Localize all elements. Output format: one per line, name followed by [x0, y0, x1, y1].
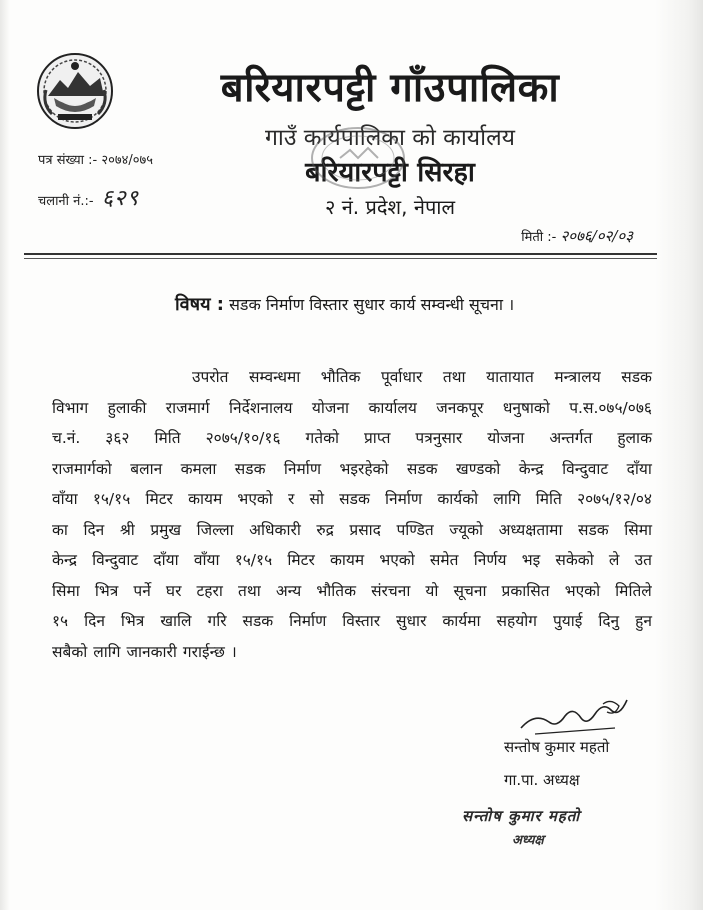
- signatory-title: गा.पा. अध्यक्ष: [504, 771, 580, 789]
- municipality-title: बरियारपट्टी गाँउपालिका: [220, 65, 560, 111]
- dispatch-number: [38, 182, 139, 212]
- body-line: राजमार्गको बलान कमला सडक निर्माण भइरहेको सडक खण्डको केन्द्र विन्दुवाट दाँया: [52, 459, 652, 478]
- dispatch-number-value: ६२९: [101, 186, 140, 211]
- seal-name-stamp: सन्तोष कुमार महतो: [462, 807, 581, 825]
- body-line: सबैको लागि जानकारी गराईन्छ ।: [52, 642, 237, 661]
- seal-title-stamp: अध्यक्ष: [512, 833, 544, 848]
- body-line: केन्द्र विन्दुवाट दाँया वाँया १५/१५ मिटर कायम भएको समेत निर्णय भइ सकेको ले उत: [52, 551, 652, 569]
- subject-label: विषय :: [175, 294, 224, 315]
- date-label: मिती :-: [521, 230, 557, 245]
- body-line: वाँया १५/१५ मिटर कायम भएको र सो सडक निर्माण कार्यको लागि मिति २०७५/१२/०४: [52, 490, 652, 508]
- dispatch-number-label: चलानी नं.:-: [38, 194, 94, 209]
- body-line: च.नं. ३६२ मिति २०७५/१०/१६ गतेको प्राप्त पत्रनुसार योजना अन्तर्गत हुलाक: [52, 429, 652, 447]
- office-stamp-icon: [300, 118, 410, 198]
- nepal-emblem-icon: [34, 50, 116, 132]
- notice-body: [52, 362, 652, 667]
- handwritten-signature: [515, 694, 635, 738]
- body-line: उपरोत सम्वन्धमा भौतिक पूर्वाधार तथा यातायात मन्त्रालय सडक: [192, 368, 652, 386]
- subject-line: [175, 292, 514, 316]
- body-line: १५ दिन भित्र खालि गरि सडक निर्माण विस्तार सुधार कार्यमा सहयोग पुयाई दिनु हुन: [52, 612, 652, 630]
- letter-date: [521, 226, 633, 246]
- office-location: बरियारपट्टी सिरहा: [305, 157, 475, 188]
- letter-number-value: २०७४/०७५: [101, 153, 154, 168]
- signatory-name: सन्तोष कुमार महतो: [504, 738, 610, 756]
- subject-text: सडक निर्माण विस्तार सुधार कार्य सम्वन्धी सूचना ।: [229, 295, 515, 314]
- scan-edge-left: [0, 0, 10, 910]
- header-divider: [24, 253, 657, 255]
- letter-number-label: पत्र संख्या :-: [38, 153, 98, 168]
- province-address: २ नं. प्रदेश, नेपाल: [324, 195, 456, 219]
- office-subtitle: गाउँ कार्यपालिका को कार्यालय: [264, 125, 516, 151]
- header-divider-secondary: [24, 258, 657, 259]
- body-line: सिमा भित्र पर्ने घर टहरा तथा अन्य भौतिक संरचना यो सूचना प्रकासित भएको मितिले: [52, 581, 652, 600]
- letter-number: [38, 150, 153, 168]
- date-value: २०७६/०२/०३: [560, 227, 633, 245]
- body-line: का दिन श्री प्रमुख जिल्ला अधिकारी रुद्र प्रसाद पण्डित ज्यूको अध्यक्षतामा सडक सिमा: [52, 520, 652, 539]
- scan-edge-right: [655, 0, 703, 910]
- body-line: विभाग हुलाकी राजमार्ग निर्देशनालय योजना कार्यालय जनकपूर धनुषाको प.स.०७५/०७६: [52, 398, 652, 417]
